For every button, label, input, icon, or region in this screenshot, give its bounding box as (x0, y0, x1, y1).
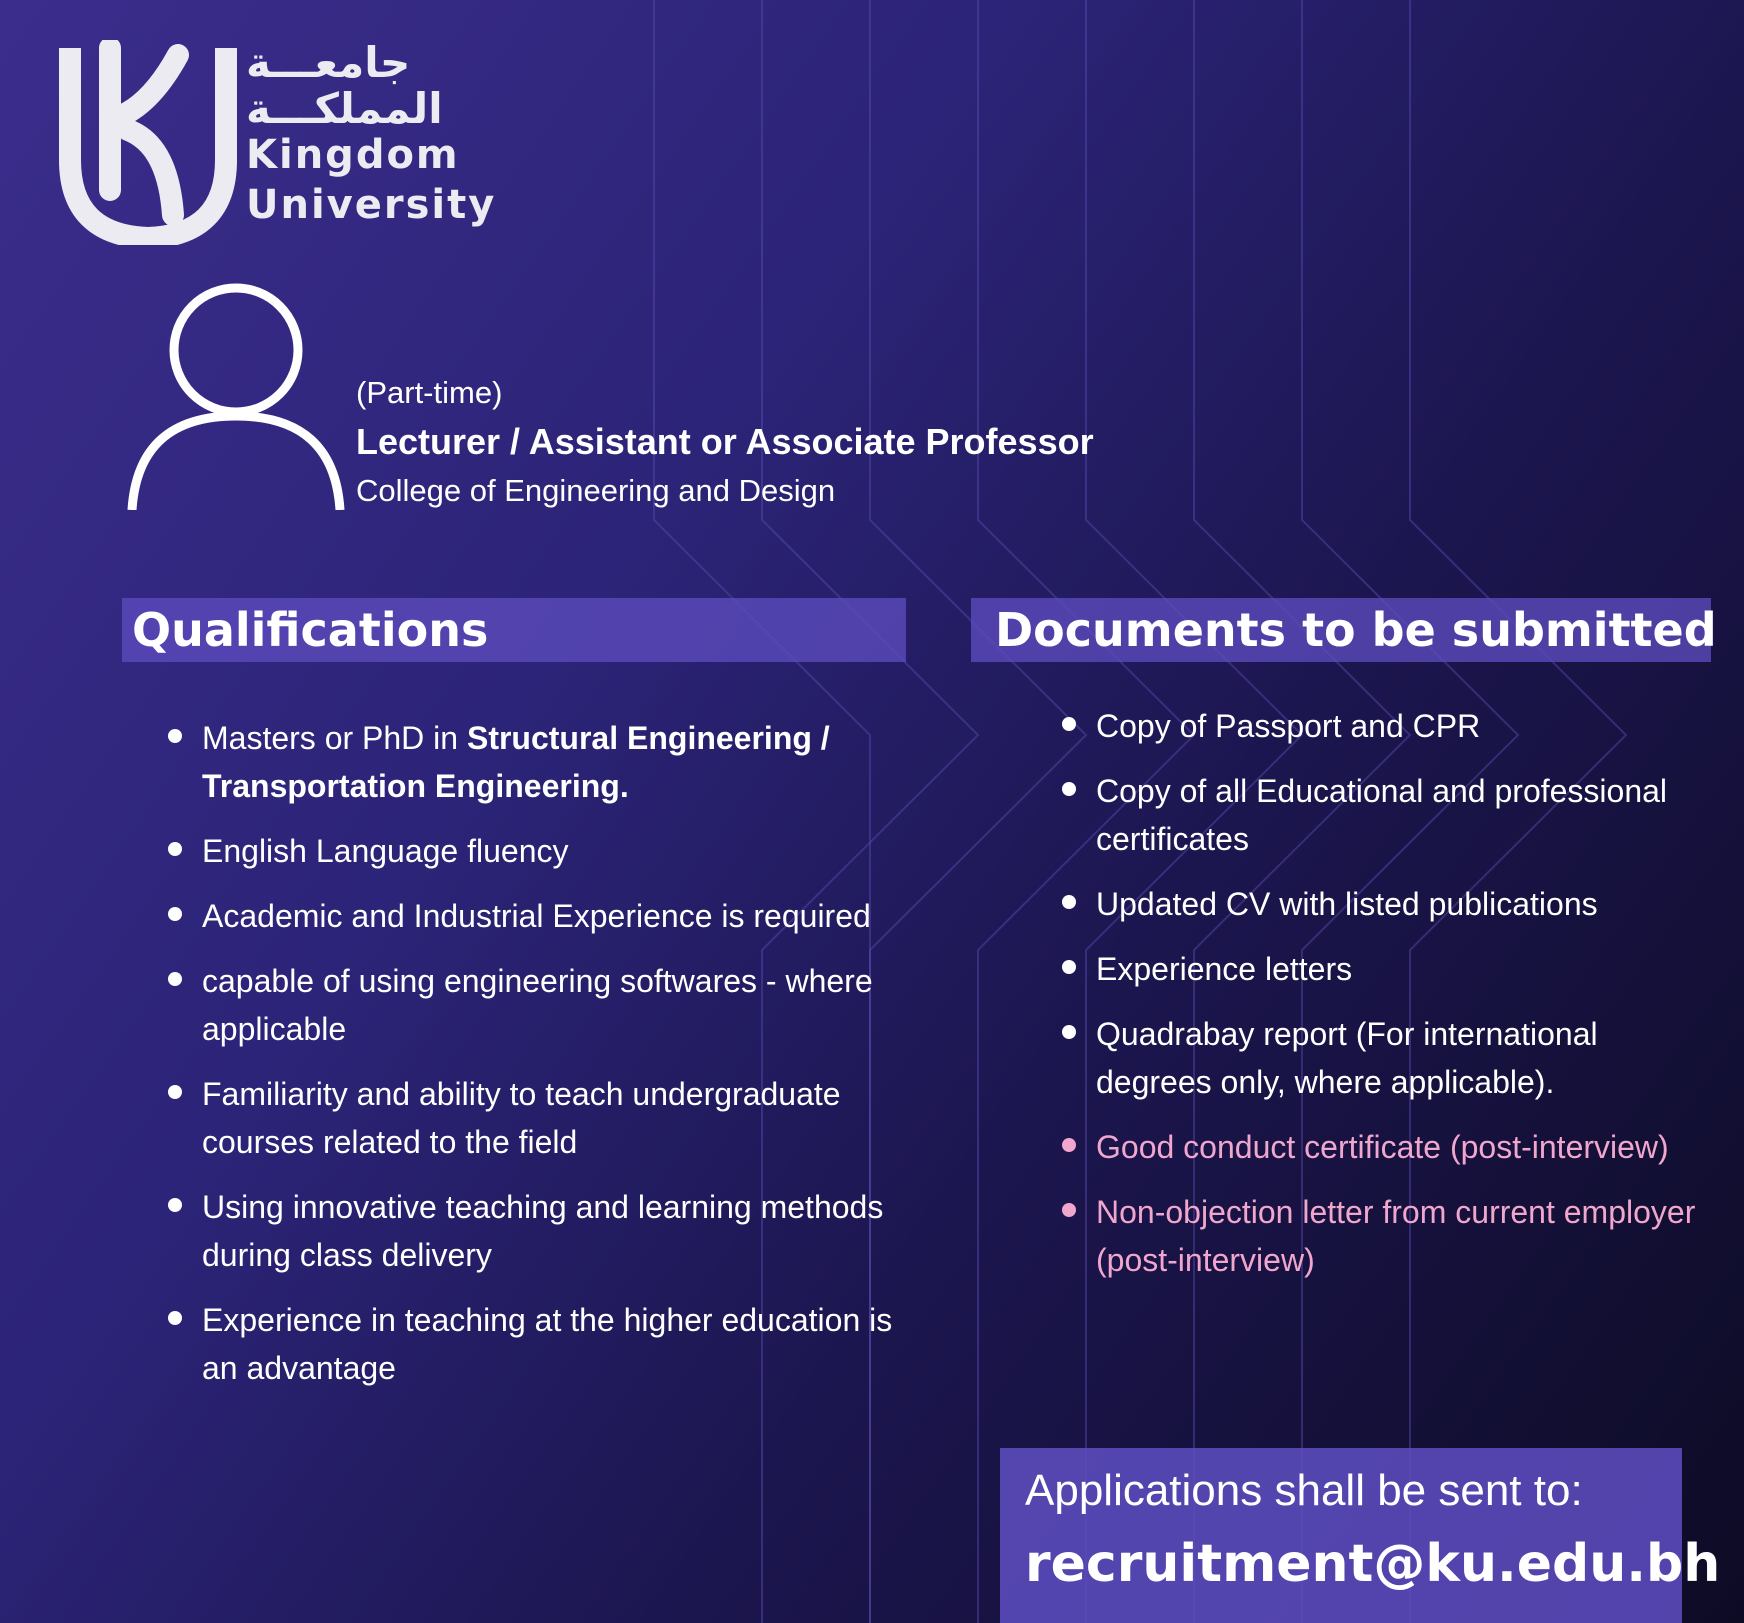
documents-list (1062, 702, 1722, 1301)
bullet-icon (168, 729, 182, 743)
qualifications-list (168, 714, 908, 1409)
bullet-icon (168, 972, 182, 986)
logo-arabic-line2: المملكـــة (246, 84, 443, 133)
bullet-icon (168, 1198, 182, 1212)
document-item: Copy of Passport and CPR (1062, 702, 1722, 750)
logo-name-line2: University (246, 182, 497, 228)
qualifications-heading: Qualifications (132, 603, 489, 657)
qualifications-header-bar (122, 598, 906, 662)
document-item: Experience letters (1062, 945, 1722, 993)
qualification-item: Masters or PhD in Structural Engineering / Transportation Engineering. (168, 714, 908, 810)
qualification-item: capable of using engineering softwares - where applicable (168, 957, 908, 1053)
document-item-post-interview: Non-objection letter from current employer (post-interview) (1062, 1188, 1722, 1284)
person-icon (126, 278, 346, 510)
application-contact-box (1000, 1448, 1721, 1623)
qualification-item: English Language fluency (168, 827, 908, 875)
bullet-icon (1062, 782, 1076, 796)
apply-label: Applications shall be sent to: (1025, 1466, 1583, 1515)
qualification-item: Familiarity and ability to teach undergraduate courses related to the field (168, 1070, 908, 1166)
document-item: Updated CV with listed publications (1062, 880, 1722, 928)
bullet-icon (1062, 1138, 1076, 1152)
logo-name-line1: Kingdom (246, 132, 460, 178)
job-college: College of Engineering and Design (356, 473, 836, 508)
bullet-icon (1062, 1203, 1076, 1217)
job-title: Lecturer / Assistant or Associate Professor (356, 421, 1094, 462)
bullet-icon (1062, 960, 1076, 974)
qualification-item: Academic and Industrial Experience is required (168, 892, 908, 940)
document-item-post-interview: Good conduct certificate (post-interview) (1062, 1123, 1722, 1171)
qualification-item: Experience in teaching at the higher education is an advantage (168, 1296, 908, 1392)
document-item: Copy of all Educational and professional certificates (1062, 767, 1722, 863)
bullet-icon (1062, 895, 1076, 909)
document-item: Quadrabay report (For international degrees only, where applicable). (1062, 1010, 1722, 1106)
bullet-icon (168, 1085, 182, 1099)
k-shield-icon (58, 40, 238, 245)
qualification-item: Using innovative teaching and learning methods during class delivery (168, 1183, 908, 1279)
documents-header-bar (971, 598, 1717, 662)
apply-email-link[interactable]: recruitment@ku.edu.bh (1025, 1534, 1721, 1594)
bullet-icon (168, 1311, 182, 1325)
documents-heading: Documents to be submitted (995, 603, 1717, 657)
bullet-icon (168, 907, 182, 921)
job-type: (Part-time) (356, 375, 503, 410)
bullet-icon (168, 842, 182, 856)
logo-arabic-line1: جامعـــة (246, 38, 411, 87)
bullet-icon (1062, 1025, 1076, 1039)
bullet-icon (1062, 717, 1076, 731)
kingdom-university-logo (58, 38, 497, 245)
